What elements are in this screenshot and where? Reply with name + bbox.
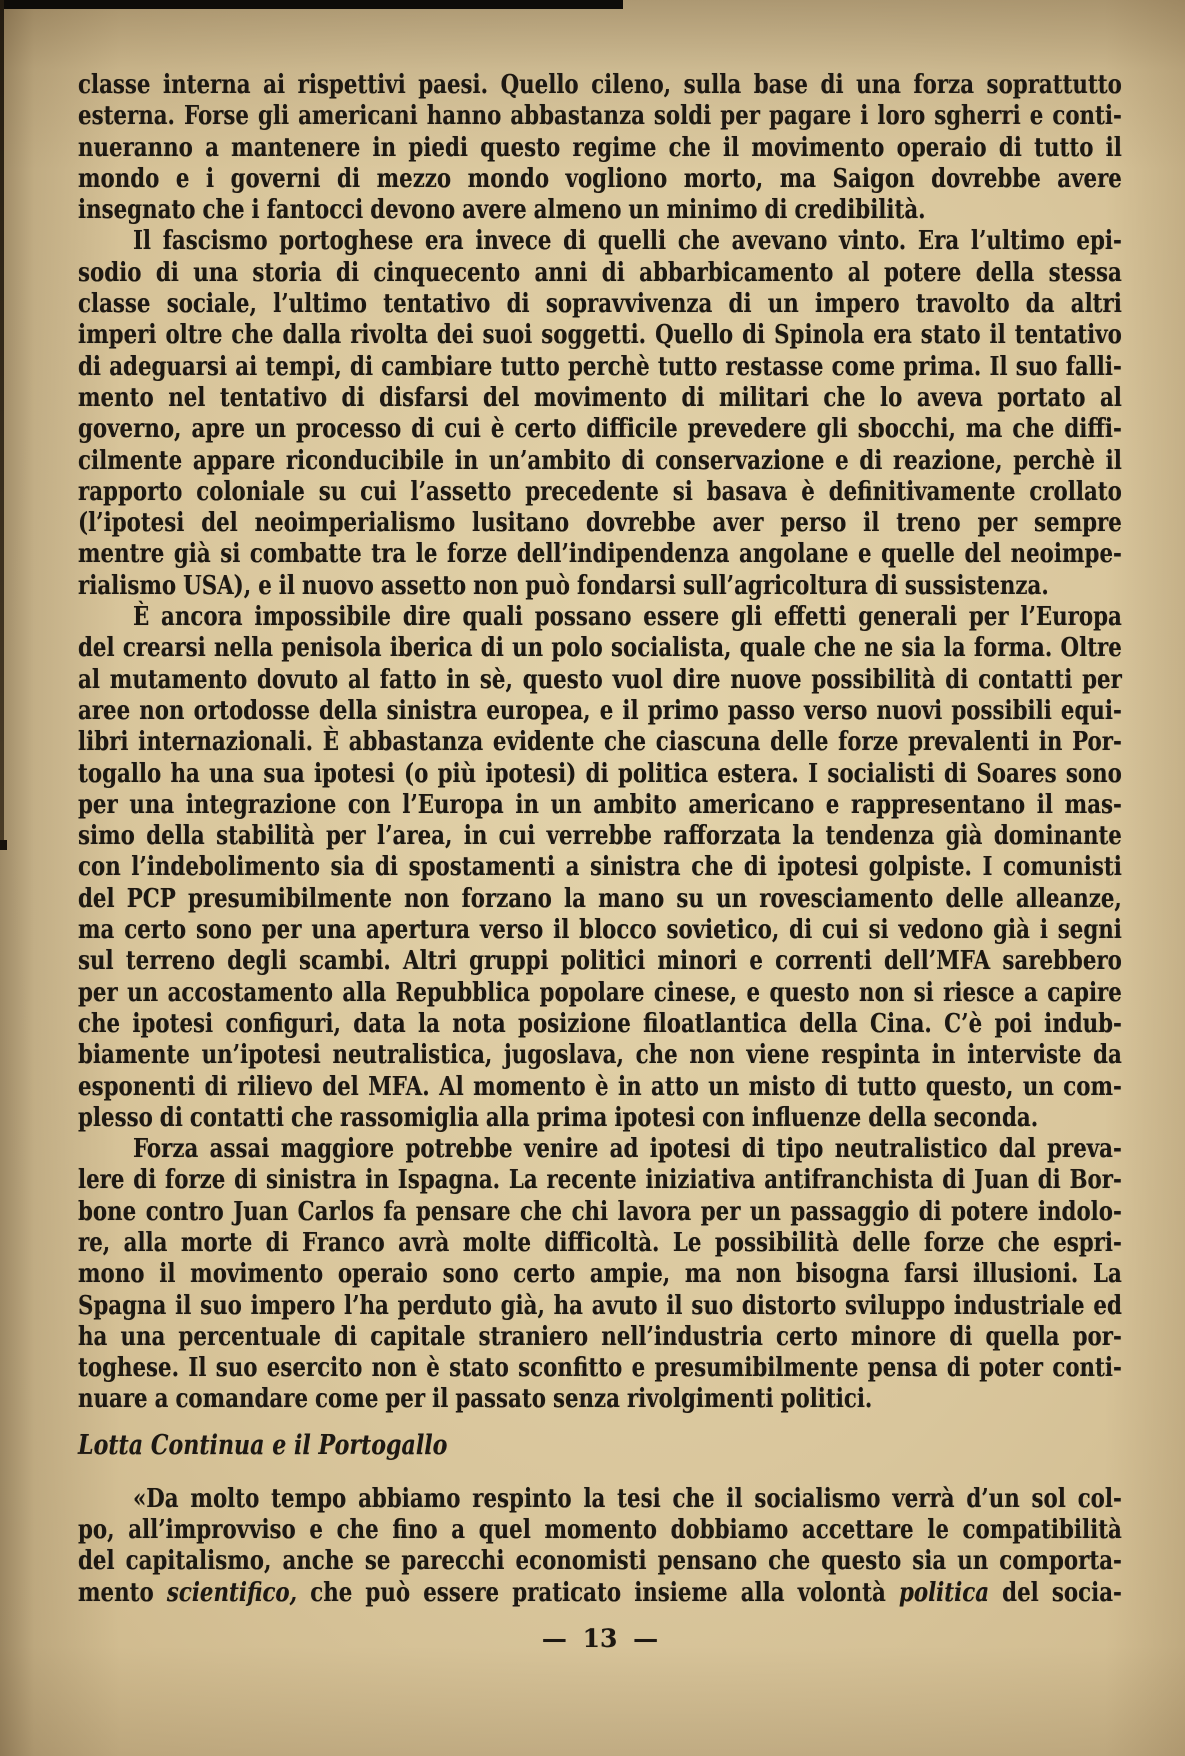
- text-line: bone contro Juan Carlos fa pensare che chi lavora per un passaggio di potere indolo-: [78, 1196, 1122, 1227]
- text-line: Forza assai maggiore potrebbe venire ad ipotesi di tipo neutralistico dal preva-: [132, 1134, 1122, 1165]
- text-line: libri internazionali. È abbastanza evidente che ciascuna delle forze prevalenti in Por-: [78, 727, 1122, 758]
- text-line: mono il movimento operaio sono certo ampie, ma non bisogna farsi illusioni. La: [78, 1259, 1122, 1290]
- text-line: cilmente appare riconducibile in un’ambito di conservazione e di reazione, perchè il: [78, 445, 1122, 476]
- italic-text: scientifico,: [166, 1577, 298, 1608]
- text-segment: che può essere praticato insieme alla volontà: [297, 1577, 899, 1608]
- scan-artifact-top-bar: [0, 0, 623, 9]
- text-line: ha una percentuale di capitale straniero nell’industria certo minore di quella por-: [78, 1321, 1122, 1352]
- text-line: esponenti di rilievo del MFA. Al momento è in atto un misto di tutto questo, un com-: [78, 1071, 1122, 1102]
- text-line: simo della stabilità per l’area, in cui verrebbe rafforzata la tendenza già dominante: [78, 821, 1122, 852]
- paragraph: [78, 1484, 1122, 1609]
- text-line: esterna. Forse gli americani hanno abbastanza soldi per pagare i loro sgherri e conti-: [78, 101, 1122, 132]
- text-segment: del socia-: [989, 1577, 1122, 1608]
- body-text: [78, 70, 1122, 1416]
- text-line: biamente un’ipotesi neutralistica, jugoslava, che non viene respinta in interviste da: [78, 1040, 1122, 1071]
- text-line: classe interna ai rispettivi paesi. Quello cileno, sulla base di una forza soprattutto: [78, 70, 1122, 100]
- paragraph: [78, 226, 1122, 602]
- text-line: classe sociale, l’ultimo tentativo di sopravvivenza di un impero travolto da altri: [78, 289, 1122, 320]
- italic-text: politica: [898, 1577, 990, 1608]
- text-line: governo, apre un processo di cui è certo difficile prevedere gli sbocchi, ma che diffi-: [78, 414, 1122, 445]
- text-line: lere di forze di sinistra in Ispagna. La recente iniziativa antifranchista di Juan di Bor-: [78, 1165, 1122, 1196]
- text-line: (l’ipotesi del neoimperialismo lusitano dovrebbe aver perso il treno per sempre: [78, 508, 1122, 539]
- text-line: per una integrazione con l’Europa in un ambito americano e rappresentano il mas-: [78, 789, 1122, 820]
- paragraph: [78, 602, 1122, 1134]
- text-line: plesso di contatti che rassomiglia alla prima ipotesi con influenze della seconda.: [78, 1102, 1039, 1133]
- text-line: mondo e i governi di mezzo mondo vogliono morto, ma Saigon dovrebbe avere: [78, 163, 1122, 194]
- text-line: nuare a comandare come per il passato senza rivolgimenti politici.: [78, 1384, 873, 1415]
- text-line: aree non ortodosse della sinistra europea, e il primo passo verso nuovi possibili equi-: [78, 695, 1122, 726]
- text-line: mento nel tentativo di disfarsi del movimento di militari che lo aveva portato al: [78, 382, 1122, 413]
- text-line: del crearsi nella penisola iberica di un polo socialista, quale che ne sia la forma. Oltre: [78, 633, 1122, 664]
- text-line: rialismo USA), e il nuovo assetto non può fondarsi sull’agricoltura di sussistenza.: [78, 570, 1049, 601]
- text-line: del capitalismo, anche se parecchi economisti pensano che questo sia un comporta-: [78, 1546, 1122, 1577]
- text-line: al mutamento dovuto al fatto in sè, questo vuol dire nuove possibilità di contatti per: [78, 664, 1122, 695]
- text-line: re, alla morte di Franco avrà molte difficoltà. Le possibilità delle forze che espri-: [78, 1227, 1122, 1258]
- quote-text: [78, 1484, 1122, 1609]
- text-line: rapporto coloniale su cui l’assetto precedente si basava è definitivamente crollato: [78, 476, 1122, 507]
- text-line: po, all’improvviso e che fino a quel momento dobbiamo accettare le compatibilità: [78, 1515, 1122, 1546]
- text-line: È ancora impossibile dire quali possano essere gli effetti generali per l’Europa: [132, 602, 1122, 633]
- text-line: di adeguarsi ai tempi, di cambiare tutto perchè tutto restasse come prima. Il suo falli-: [78, 351, 1122, 382]
- text-line: sul terreno degli scambi. Altri gruppi politici minori e correnti dell’MFA sarebbero: [78, 946, 1122, 977]
- scan-artifact-left-edge: [0, 0, 4, 848]
- text-line: sodio di una storia di cinquecento anni di abbarbicamento al potere della stessa: [78, 257, 1122, 288]
- text-line: togallo ha una sua ipotesi (o più ipotesi) di politica estera. I socialisti di Soares sono: [78, 758, 1122, 789]
- text-line: [78, 1578, 1122, 1609]
- text-line: ma certo sono per una apertura verso il blocco sovietico, di cui si vedono già i segni: [78, 915, 1122, 946]
- text-line: Il fascismo portoghese era invece di quelli che avevano vinto. Era l’ultimo epi-: [132, 226, 1122, 257]
- text-line: imperi oltre che dalla rivolta dei suoi soggetti. Quello di Spinola era stato il tentativo: [78, 320, 1122, 351]
- text-line: che ipotesi configuri, data la nota posizione filoatlantica della Cina. C’è poi indub-: [78, 1008, 1122, 1039]
- text-line: mentre già si combatte tra le forze dell’indipendenza angolane e quelle del neoimpe-: [78, 539, 1122, 570]
- text-line: nueranno a mantenere in piedi questo regime che il movimento operaio di tutto il: [78, 132, 1122, 163]
- paragraph: [78, 70, 1122, 226]
- text-line: per un accostamento alla Repubblica popolare cinese, e questo non si riesce a capire: [78, 977, 1122, 1008]
- page-text-block: [78, 70, 1122, 1654]
- text-segment: mento: [78, 1577, 167, 1608]
- paragraph: [78, 1134, 1122, 1416]
- text-line: insegnato che i fantocci devono avere almeno un minimo di credibilità.: [78, 195, 926, 226]
- text-line: Spagna il suo impero l’ha perduto già, ha avuto il suo distorto sviluppo industriale ed: [78, 1290, 1122, 1321]
- text-line: «Da molto tempo abbiamo respinto la tesi che il socialismo verrà d’un sol col-: [132, 1483, 1122, 1514]
- text-line: del PCP presumibilmente non forzano la mano su un rovesciamento delle alleanze,: [78, 883, 1122, 914]
- text-line: toghese. Il suo esercito non è stato sconfitto e presumibilmente pensa di poter conti-: [78, 1353, 1122, 1384]
- section-heading: Lotta Continua e il Portogallo: [78, 1429, 448, 1461]
- text-line: con l’indebolimento sia di spostamenti a sinistra che di ipotesi golpiste. I comunisti: [78, 852, 1122, 883]
- page-number: — 13 —: [541, 1623, 659, 1653]
- scan-artifact-notch: [0, 840, 7, 850]
